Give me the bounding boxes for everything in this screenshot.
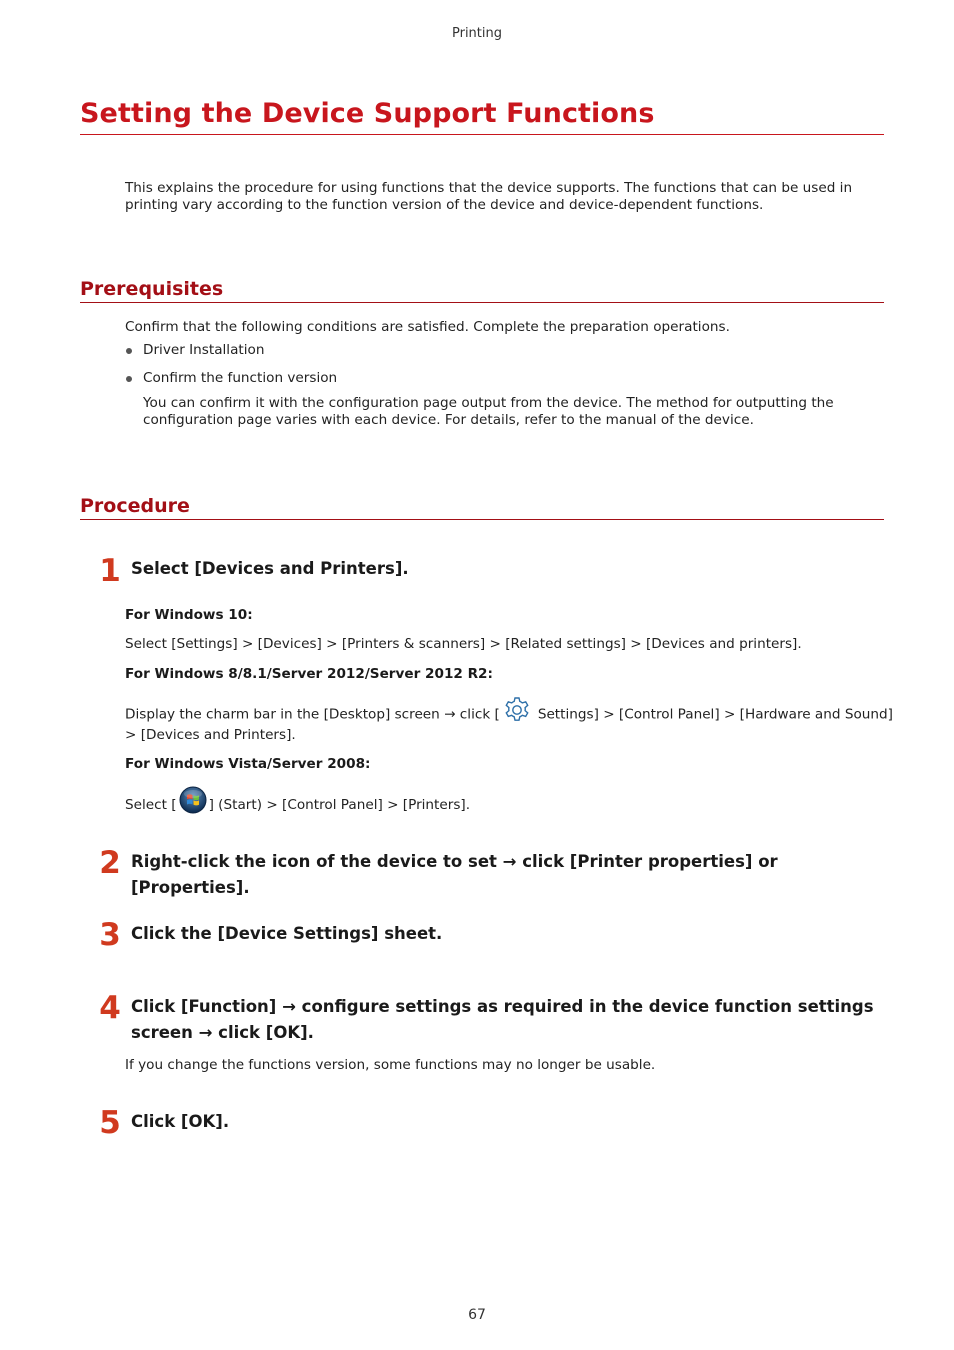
windows-10-label: For Windows 10: — [125, 607, 253, 623]
windows-vista-text-after: ] (Start) > [Control Panel] > [Printers]. — [208, 797, 471, 813]
windows-8-text-before: Display the charm bar in the [Desktop] screen → click [ — [125, 706, 500, 723]
step-number: 4 — [99, 990, 121, 1026]
prerequisites-heading: Prerequisites — [80, 276, 884, 303]
page-number: 67 — [468, 1307, 486, 1323]
bullet-icon — [126, 348, 132, 354]
list-item-detail: You can confirm it with the configuration page output from the device. The method for outputting the configuration page varies with each device. For details, refer to the manual of the device. — [143, 395, 834, 428]
step-text: Click [Function] → configure settings as required in the device function settings screen → click [OK]. — [131, 997, 874, 1042]
bullet-icon — [126, 376, 132, 382]
step-number: 1 — [99, 553, 121, 589]
windows-vista-instructions — [125, 786, 885, 824]
prerequisites-lead: Confirm that the following conditions are satisfied. Complete the preparation operations. — [125, 319, 730, 335]
procedure-heading: Procedure — [80, 493, 884, 520]
step-text: Select [Devices and Printers]. — [131, 559, 409, 578]
step-note: If you change the functions version, some functions may no longer be usable. — [125, 1057, 656, 1073]
intro-paragraph: This explains the procedure for using functions that the device supports. The functions that can be used in printing vary according to the function version of the device and device-dependent functions. — [125, 180, 853, 213]
list-item — [125, 370, 865, 429]
step-number: 2 — [99, 845, 121, 881]
step-text: Click the [Device Settings] sheet. — [131, 924, 443, 943]
windows-8-label: For Windows 8/8.1/Server 2012/Server 2012 R2: — [125, 666, 493, 682]
windows-vista-label: For Windows Vista/Server 2008: — [125, 756, 371, 772]
windows-vista-text-before: Select [ — [125, 797, 177, 813]
running-header: Printing — [451, 26, 502, 41]
list-item-label: Driver Installation — [143, 342, 265, 358]
list-item-label: Confirm the function version — [143, 370, 338, 386]
windows-10-instructions: Select [Settings] > [Devices] > [Printers & scanners] > [Related settings] > [Devices and printers]. — [125, 636, 802, 652]
windows-start-icon — [179, 786, 207, 824]
step-text: Right-click the icon of the device to set → click [Printer properties] or [Properties]. — [131, 852, 778, 897]
step-number: 3 — [99, 917, 121, 953]
prerequisites-list — [125, 342, 865, 429]
windows-8-instructions-line2: > [Devices and Printers]. — [125, 727, 296, 743]
step-text: Click [OK]. — [131, 1112, 230, 1131]
step-number: 5 — [99, 1105, 121, 1141]
page-title: Setting the Device Support Functions — [80, 96, 884, 135]
windows-8-text-after: Settings] > [Control Panel] > [Hardware and Sound] — [537, 706, 893, 723]
list-item — [125, 342, 865, 359]
